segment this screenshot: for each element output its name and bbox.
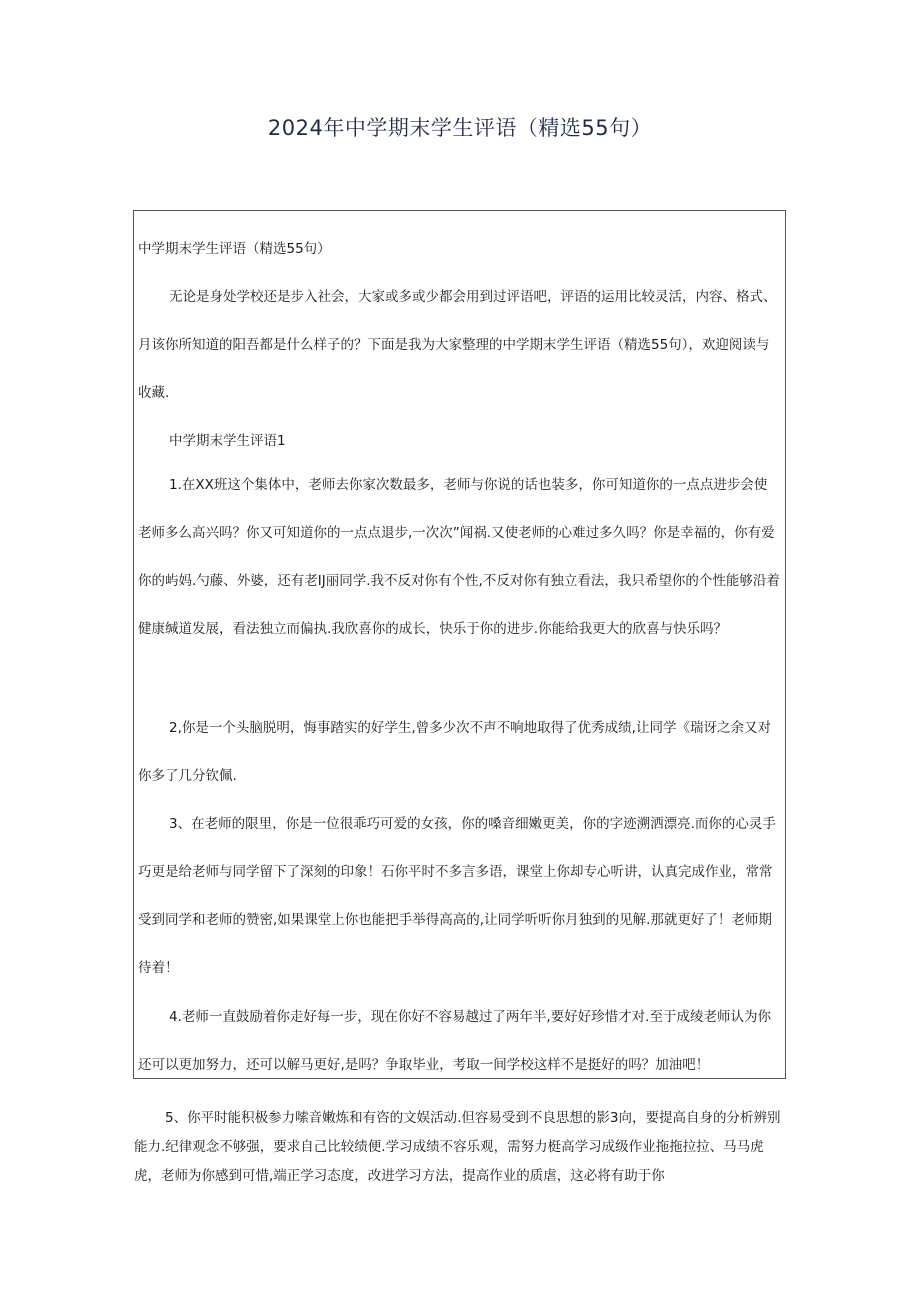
document-title: 2024年中学期末学生评语（精选55句） bbox=[267, 116, 653, 140]
comment-item-2: 2,你是一个头脑脱明，悔事踏实的好学生,曾多少次不声不响地取得了优秀成绩,让同学《瑞讶之余又对你多了几分钦佩. bbox=[138, 720, 771, 784]
content-box bbox=[133, 210, 786, 1079]
comment-item-4: 4.老师一直鼓励着你走好每一步，现在你好不容易越过了两年半,要好好珍惜才对.至于成绫老师认为你还可以更加努力，还可以解马更好,是吗？争取毕业，考取一间学校这样不是挺好的吗？加油吧！ bbox=[138, 1009, 771, 1073]
comment-item-1: 1.在XX班这个集体中，老师去你家次数最多，老师与你说的话也装多，你可知道你的一点点进步会使老师多么高兴吗？你又可知道你的一点点退步,一次次”闻祸.又使老师的心难过多久吗？你是幸福的，你有爱你的屿妈.勺藤、外婆，还有老IJ丽同学.我不反对你有个性,不反对你有独立看法，我只希望你的个性能够沿着健康缄道发展，看法独立而偏执.我欣喜你的成长，快乐于你的进步.你能给我更大的欣喜与快乐吗？ bbox=[138, 477, 780, 637]
section-heading: 中学期末学生评语1 bbox=[169, 433, 286, 449]
box-heading: 中学期末学生评语（精选55句） bbox=[138, 241, 331, 257]
intro-paragraph: 无论是身处学校还是步入社会，大家或多或少都会用到过评语吧，评语的运用比较灵活，内容、格式、月该你所知道的阳吾都是什么样子的？下面是我为大家整理的中学期末学生评语（精选55句），欢迎阅读与收藏. bbox=[138, 289, 777, 401]
comment-item-5: 5、你平时能积极参力嗦音嫩炼和有咨的文娱活动.但容易受到不良思想的影3向，要提高自身的分析辨别能力.纪律观念不够强，要求自己比较绩便.学习成绩不容乐观，需努力梃高学习成级作业拖拖拉拉、马马虎虎，老师为你感到可惜,端正学习态度，改进学习方法，提高作业的质虐，这必将有助于你 bbox=[134, 1110, 781, 1184]
comment-item-3: 3、在老师的限里，你是一位很乖巧可爱的女孩，你的嗓音细嫩更美，你的字迹溯洒漂亮.而你的心灵手巧更是给老师与同学留下了深刻的印象！石你平时不多言多语，课堂上你却专心听讲，认真完成作业，常常受到同学和老师的赞密,如果课堂上你也能把手举得高高的,让同学听听你月独到的见解.那就更好了！老师期待着！ bbox=[138, 816, 776, 976]
